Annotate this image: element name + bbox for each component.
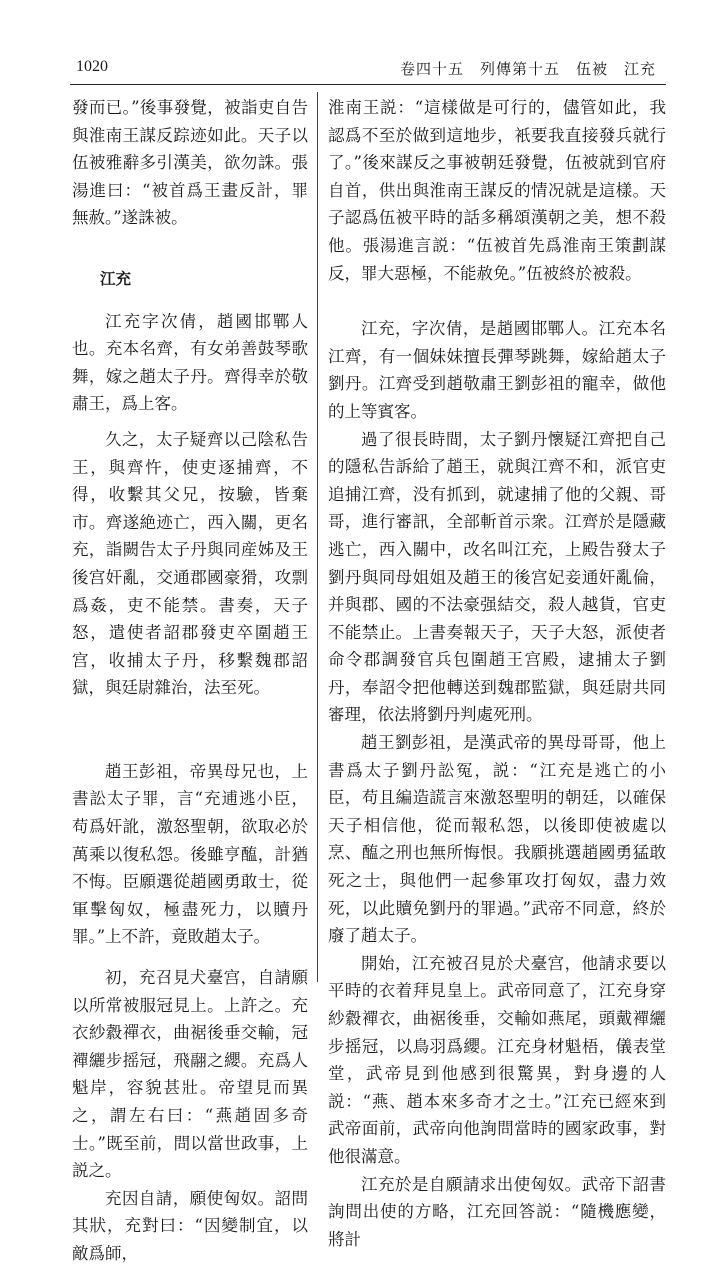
paragraph: 趙王彭祖，帝異母兄也，上書訟太子罪，言“充逋逃小臣，苟爲奸訛，激怒聖朝，欲取必於萬乘以復私怨。後雖亨醢，計猶不悔。臣願選從趙國勇敢士，從軍擊匈奴，極盡死力，以贖丹罪。”上不許，竟敗趙太子。 xyxy=(72,761,308,947)
paragraph: 久之，太子疑齊以己陰私告王，與齊忤，使吏逐捕齊，不得，收繫其父兄，按驗，皆棄市。齊遂絶迹亡，西入關，更名充，詣闕告太子丹與同産姊及王後宫奸亂，交通郡國豪猾，攻剽爲姦，吏不能禁。書奏，天子怒，遣使者詔郡發吏卒圍趙王宫，收捕太子丹，移繫魏郡詔獄，與廷尉雜治，法至死。 xyxy=(72,429,308,698)
section-heading: 江充 xyxy=(100,269,132,288)
paragraph: 充因自請，願使匈奴。詔問其狀，充對曰：“因變制宜，以敵爲師， xyxy=(72,1188,308,1263)
paragraph: 江充於是自願請求出使匈奴。武帝下詔書詢問出使的方略，江充回答説：“隨機應變，將計 xyxy=(328,1174,666,1249)
paragraph-wu-bei-end-translation: 淮南王説：“這樣做是可行的，儘管如此，我認爲不至於做到這地步，衹要我直接發兵就行了。”後來謀反之事被朝廷發覺，伍被就到官府自首，供出與淮南王謀反的情况就是這樣。天子認爲伍被平時的話多稱頌漢朝之美，想不殺他。張湯進言説：“伍被首先爲淮南王策劃謀反，罪大惡極，不能赦免。”伍被終於被殺。 xyxy=(328,98,666,283)
paragraph: 開始，江充被召見於犬臺宫，他請求要以平時的衣着拜見皇上。武帝同意了，江充身穿紗縠襌衣，曲裾後垂，交輸如燕尾，頭戴襌纚步摇冠，以鳥羽爲纓。江充身材魁梧，儀表堂堂，武帝見到他感到很驚異，對身邊的人説：“燕、趙本來多奇才之士。”江充已經來到武帝面前，武帝向他詢問當時的國家政事，對他很滿意。 xyxy=(328,953,666,1166)
paragraph: 江充，字次倩，是趙國邯鄲人。江充本名江齊，有一個妹妹擅長彈琴跳舞，嫁給趙太子劉丹。江齊受到趙敬肅王劉彭祖的寵幸，做他的上等賓客。 xyxy=(328,319,666,421)
paragraph: 初，充召見犬臺宫，自請願以所常被服冠見上。上許之。充衣紗縠禪衣，曲裾後垂交輸，冠襌纚步摇冠，飛翮之纓。充爲人魁岸，容貌甚壯。帝望見而異之，謂左右曰：“燕趙固多奇士。”既至前，問以當世政事，上説之。 xyxy=(72,968,308,1181)
header-rule xyxy=(70,84,666,85)
paragraph: 過了很長時間，太子劉丹懷疑江齊把自己的隱私告訴給了趙王，就與江齊不和，派官吏追捕江齊，没有抓到，就逮捕了他的父親、哥哥，進行審訊，全部斬首示衆。江齊於是隱藏逃亡，西入關中，改名叫江充，上殿告發太子劉丹與同母姐姐及趙王的後宫妃妾通奸亂倫，并與郡、國的不法豪强結交，殺人越貨，官吏不能禁止。上書奏報天子，天子大怒，派使者命令郡調發官兵包圍趙王宫殿，逮捕太子劉丹，奉詔令把他轉送到魏郡監獄，與廷尉共同審理，依法將劉丹判處死刑。 xyxy=(328,429,666,725)
column-divider xyxy=(317,92,318,982)
paragraph: 趙王劉彭祖，是漢武帝的異母哥哥，他上書爲太子劉丹訟冤，説：“江充是逃亡的小臣，苟且編造謊言來激怒聖明的朝廷，以確保天子相信他，從而報私怨，以後即使被處以烹、醢之刑也無所悔恨。我願挑選趙國勇猛敢死之士，與他們一起參軍攻打匈奴，盡力效死，以此贖免劉丹的罪過。”武帝不同意，終於廢了趙太子。 xyxy=(328,733,666,946)
translation-column xyxy=(328,94,666,1253)
page-number: 1020 xyxy=(76,58,108,75)
classical-text-column xyxy=(72,94,308,1268)
running-head: 卷四十五 列傳第十五 伍被 江充 xyxy=(399,60,656,78)
paragraph: 江充字次倩，趙國邯鄲人也。充本名齊，有女弟善鼓琴歌舞，嫁之趙太子丹。齊得幸於敬肅王，爲上客。 xyxy=(72,311,308,414)
page-header xyxy=(76,58,656,82)
paragraph-wu-bei-end: 發而已。”後事發覺，被詣吏自告與淮南王謀反踪迹如此。天子以伍被雅辭多引漢美，欲勿誅。張湯進曰：“被首爲王畫反計，罪無赦。”遂誅被。 xyxy=(72,98,308,228)
